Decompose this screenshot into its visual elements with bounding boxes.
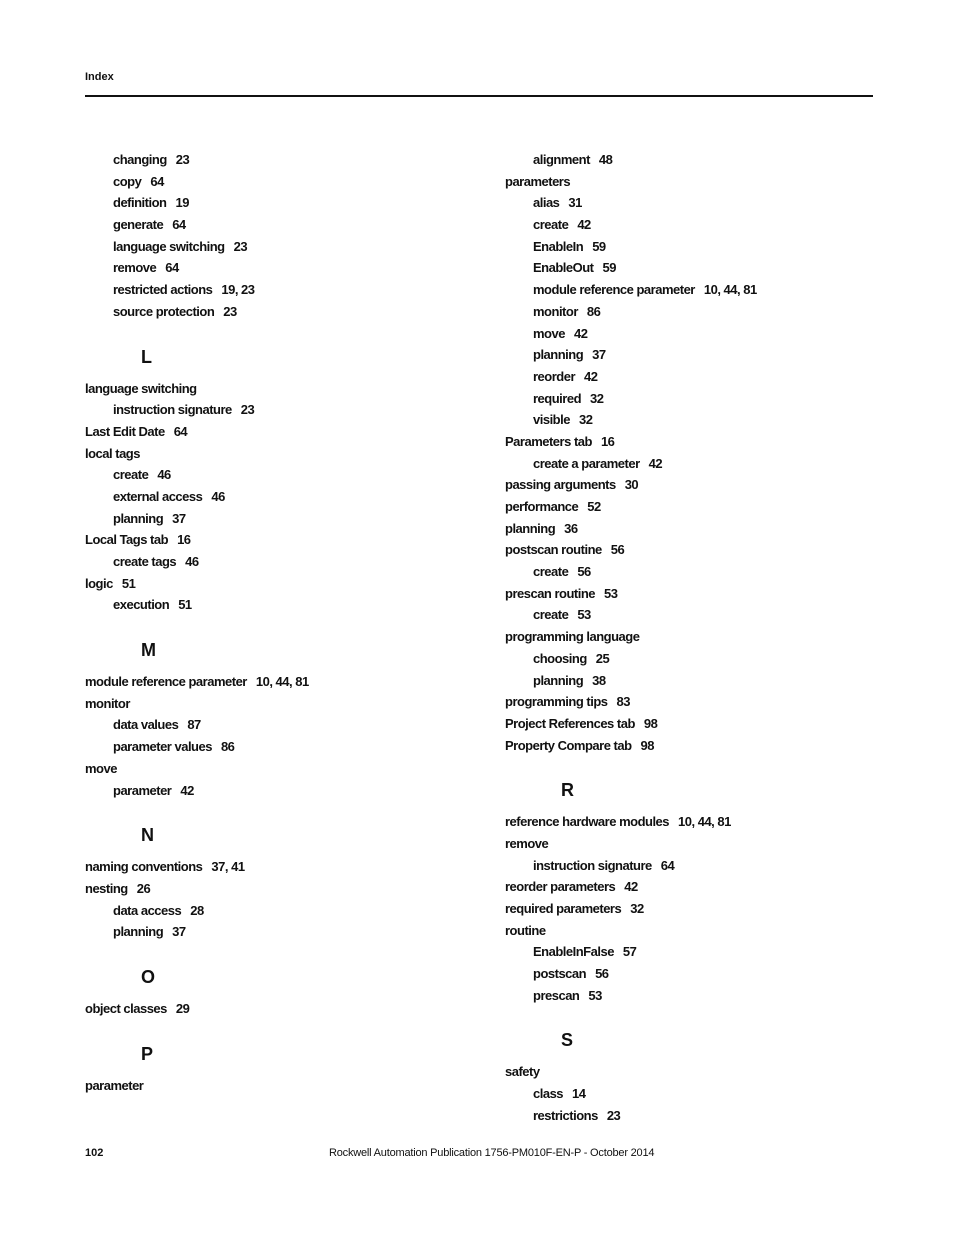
index-entry [505,691,885,713]
index-subentry [85,900,465,922]
index-term: EnableOut [533,260,594,276]
index-subentry [505,344,885,366]
index-entry [505,518,885,540]
index-subentry [85,508,465,530]
page-reference: 32 [578,412,593,428]
index-term: move [85,760,117,776]
index-subentry [85,279,465,301]
index-term: parameter [113,782,172,798]
index-term: postscan routine [505,542,602,558]
index-term: create [533,564,569,580]
index-term: data access [113,902,182,918]
letter-heading: N [141,825,154,846]
index-subentry [505,1083,885,1105]
page-reference: 31 [568,195,582,211]
page-reference: 32 [630,901,644,916]
index-entry [505,539,885,561]
index-term: Last Edit Date [85,423,165,439]
index-entry [505,833,885,855]
index-entry [505,431,885,453]
index-term: parameter [85,1077,144,1093]
page-reference: 64 [660,857,675,873]
index-subentry [505,149,885,171]
index-subentry [85,464,465,486]
index-subentry [505,388,885,410]
index-term: module reference parameter [85,674,247,690]
index-term: parameter values [113,739,212,755]
page-reference: 42 [624,879,638,895]
index-term: create a parameter [533,455,640,471]
page-reference: 16 [177,532,191,548]
page-reference: 59 [602,260,616,276]
index-term: instruction signature [113,402,232,418]
index-entry [505,920,885,942]
index-subentry [505,366,885,388]
page-reference: 42 [584,368,598,384]
index-entry [505,474,885,496]
page-reference: 37 [172,510,186,526]
index-entry [85,443,465,465]
index-entry [85,1075,465,1097]
index-term: execution [113,597,170,613]
index-subentry [505,453,885,475]
index-entry [85,758,465,780]
index-entry [505,811,885,833]
page-reference: 86 [586,303,601,319]
page-reference: 30 [624,477,639,493]
index-entry [85,878,465,900]
index-term: create [533,217,569,233]
page-reference: 23 [606,1107,621,1123]
index-subentry [505,985,885,1007]
page-reference: 83 [616,694,630,710]
index-subentry [505,561,885,583]
index-subentry [505,214,885,236]
page-reference: 23 [233,238,248,254]
index-subentry [505,192,885,214]
page-reference: 25 [595,650,610,666]
index-term: generate [113,217,164,233]
index-entry [505,496,885,518]
page-reference: 37, 41 [211,859,245,875]
page-reference: 10, 44, 81 [255,674,309,690]
index-term: planning [113,510,164,526]
index-entry [85,529,465,551]
index-term: logic [85,575,113,591]
index-entry [85,856,465,878]
index-term: choosing [533,650,587,666]
page-reference: 64 [165,260,179,276]
page-reference: 36 [564,520,578,536]
index-term: planning [113,924,164,940]
index-term: performance [505,499,579,514]
page-reference: 53 [588,987,602,1003]
index-entry [505,735,885,757]
index-term: module reference parameter [533,282,695,298]
index-term: create [533,607,569,623]
index-term: required parameters [505,901,622,916]
index-subentry [505,1105,885,1127]
page-reference: 64 [173,423,188,439]
page-reference: 86 [220,739,235,755]
index-subentry [505,257,885,279]
page-reference: 23 [240,402,255,418]
index-subentry [85,214,465,236]
index-subentry [85,780,465,802]
index-term: reference hardware modules [505,814,670,830]
index-entry [85,421,465,443]
index-subentry [85,714,465,736]
index-subentry [85,257,465,279]
index-term: Project References tab [505,715,635,731]
index-term: Local Tags tab [85,532,169,548]
index-term: passing arguments [505,477,616,493]
index-term: safety [505,1064,540,1080]
index-term: data values [113,717,179,733]
index-entry [505,626,885,648]
index-subentry [85,486,465,508]
index-term: source protection [113,303,215,319]
index-term: EnableIn [533,238,584,254]
index-subentry [85,736,465,758]
page-reference: 29 [175,1000,190,1016]
page-reference: 23 [223,303,237,319]
index-subentry [85,921,465,943]
page-reference: 53 [577,607,591,623]
page-reference: 64 [172,217,186,233]
header-rule [85,95,873,97]
page-reference: 46 [211,488,225,504]
index-column-left [85,149,465,1096]
index-subentry [505,941,885,963]
page-reference: 37 [172,924,186,940]
index-term: changing [113,152,167,167]
index-subentry [505,648,885,670]
index-term: parameters [505,173,571,189]
index-term: restricted actions [113,282,213,298]
page-reference: 51 [121,575,136,591]
page-reference: 48 [598,152,613,167]
index-term: monitor [533,303,578,319]
index-term: language switching [113,238,225,254]
index-subentry [505,855,885,877]
index-term: planning [533,347,584,363]
index-subentry [505,279,885,301]
index-subentry [505,301,885,323]
index-subentry [85,301,465,323]
index-term: remove [505,835,549,851]
index-term: language switching [85,380,197,396]
index-subentry [85,594,465,616]
index-term: nesting [85,880,128,896]
index-entry [85,573,465,595]
page-reference: 98 [640,737,655,753]
index-entry [505,1061,885,1083]
index-term: prescan routine [505,585,596,601]
index-subentry [85,551,465,573]
index-entry [85,998,465,1020]
index-term: remove [113,260,157,276]
index-term: prescan [533,987,580,1003]
publication-info: Rockwell Automation Publication 1756-PM010F-EN-P - October 2014 [329,1147,655,1159]
index-term: reorder [533,368,576,384]
index-term: postscan [533,966,587,982]
page-reference: 52 [587,499,601,514]
letter-heading: R [561,780,574,801]
index-term: external access [113,488,203,504]
index-term: copy [113,173,142,189]
page-reference: 64 [150,173,164,189]
page-reference: 19, 23 [221,282,255,298]
index-entry [505,171,885,193]
index-subentry [85,171,465,193]
index-term: EnableInFalse [533,944,614,960]
page-reference: 14 [572,1086,586,1102]
page-reference: 53 [604,585,618,601]
page-reference: 56 [595,966,609,982]
page-reference: 59 [592,238,606,254]
index-term: naming conventions [85,859,203,875]
index-term: create [113,467,149,483]
index-subentry [85,192,465,214]
page-reference: 56 [610,542,625,558]
index-entry [505,713,885,735]
index-term: planning [533,672,584,688]
index-term: local tags [85,445,140,461]
page-reference: 98 [643,715,658,731]
running-header: Index [85,71,114,83]
page-reference: 87 [187,717,201,733]
page-number: 102 [85,1147,104,1159]
index-term: alias [533,195,560,211]
index-term: class [533,1086,564,1102]
index-term: create tags [113,554,177,569]
page-reference: 46 [157,467,171,483]
index-term: instruction signature [533,857,652,873]
page-reference: 19 [175,195,189,211]
index-subentry [505,604,885,626]
page-reference: 28 [190,902,204,918]
page-reference: 16 [600,433,615,449]
index-term: object classes [85,1000,167,1016]
page-reference: 57 [622,944,637,960]
index-term: programming language [505,629,640,645]
page-reference: 42 [577,217,591,233]
page-reference: 26 [136,880,151,896]
index-entry [505,898,885,920]
page-reference: 37 [592,347,606,363]
index-column-right [505,149,885,1127]
page-reference: 10, 44, 81 [703,282,757,298]
index-term: planning [505,520,556,536]
index-entry [505,583,885,605]
page-reference: 23 [175,152,190,167]
index-term: Parameters tab [505,433,592,449]
page-reference: 51 [178,597,192,613]
letter-heading: O [141,966,156,987]
index-term: programming tips [505,694,608,710]
index-subentry [505,323,885,345]
index-subentry [85,149,465,171]
letter-heading: S [561,1030,574,1051]
index-term: visible [533,412,570,428]
index-entry [85,693,465,715]
page-reference: 42 [648,455,663,471]
index-term: definition [113,195,167,211]
index-subentry [85,236,465,258]
index-subentry [505,670,885,692]
page-reference: 56 [577,564,591,580]
index-term: required [533,390,582,406]
index-term: routine [505,922,546,938]
index-subentry [505,409,885,431]
letter-heading: P [141,1043,154,1064]
index-term: monitor [85,695,130,711]
letter-heading: L [141,346,152,367]
index-subentry [505,963,885,985]
letter-heading: M [141,640,156,661]
index-entry [85,671,465,693]
index-subentry [505,236,885,258]
index-term: reorder parameters [505,879,616,895]
index-subentry [85,399,465,421]
index-entry [505,876,885,898]
page-reference: 42 [573,325,588,341]
page-reference: 38 [592,672,606,688]
index-entry [85,378,465,400]
index-term: Property Compare tab [505,737,632,753]
page-reference: 32 [590,390,604,406]
page-reference: 46 [185,554,199,569]
page-reference: 10, 44, 81 [678,814,731,830]
index-term: alignment [533,152,590,167]
page-reference: 42 [180,782,194,798]
index-term: restrictions [533,1107,598,1123]
index-term: move [533,325,565,341]
